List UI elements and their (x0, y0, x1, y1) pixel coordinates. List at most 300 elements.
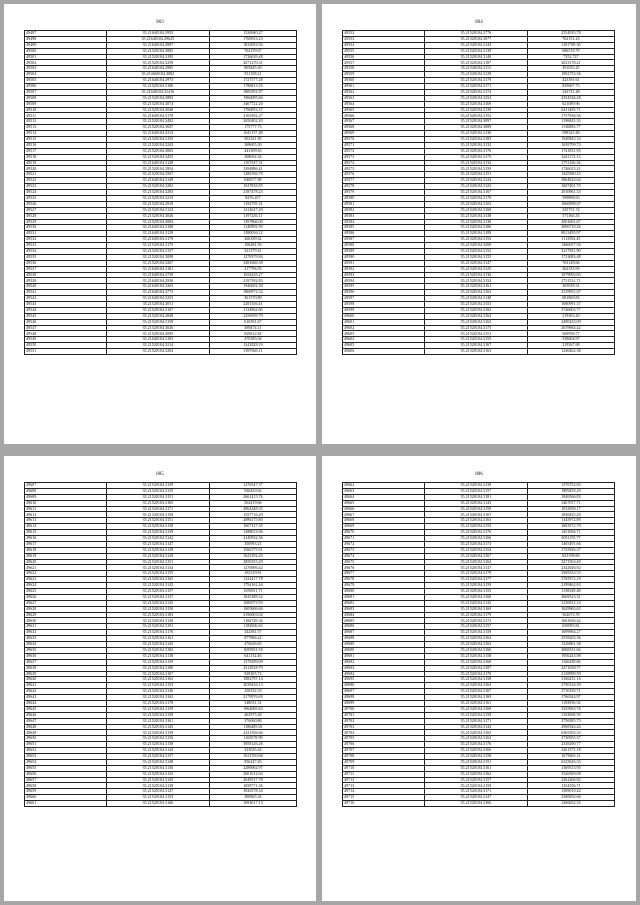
coordinate-cell: 35.21520104.3177 (424, 577, 527, 583)
record-id-cell: 49561 (343, 84, 425, 90)
coordinate-cell: 35.21640104.3128 (106, 160, 209, 166)
coordinate-cell: 35.21520104.3130 (106, 618, 209, 624)
record-id-cell: 49575 (343, 166, 425, 172)
value-cell: 1956243.98 (527, 653, 614, 659)
coordinate-cell: 35.21520104.3167 (424, 512, 527, 518)
record-id-cell: 49678 (343, 577, 425, 583)
record-id-cell: 49539 (25, 278, 107, 284)
coordinate-cell: 35.21520104.3163 (424, 642, 527, 648)
record-id-cell: 49616 (25, 536, 107, 542)
value-cell: 1757936.56 (527, 113, 614, 119)
record-id-cell: 49693 (343, 665, 425, 671)
record-id-cell: 49676 (343, 565, 425, 571)
coordinate-cell: 35.21520104.3167 (424, 190, 527, 196)
record-id-cell: 49576 (343, 172, 425, 178)
value-cell: 1902753.36 (527, 72, 614, 78)
coordinate-cell: 35.21520104.3175 (424, 154, 527, 160)
value-cell: 2750124.39 (527, 683, 614, 689)
coordinate-cell: 35.21520104.3151 (424, 331, 527, 337)
coordinate-cell: 35.21640104.3129 (106, 231, 209, 237)
record-id-cell: 49579 (343, 190, 425, 196)
value-cell: 1380016.12 (209, 231, 296, 237)
value-cell: 266339.32 (209, 237, 296, 243)
value-cell: 2071270.31 (209, 60, 296, 66)
record-id-cell: 49667 (343, 512, 425, 518)
value-cell: 6325626.33 (527, 759, 614, 765)
coordinate-cell: 35.21520104.3169 (424, 706, 527, 712)
coordinate-cell: 35.21520104.2776 (424, 31, 527, 37)
record-id-cell: 49700 (343, 706, 425, 712)
record-id-cell: 49530 (25, 225, 107, 231)
value-cell: 2068331.66 (527, 647, 614, 653)
coordinate-cell: 35.21520104.3214 (106, 343, 209, 349)
value-cell: 1663636.42 (527, 618, 614, 624)
record-id-cell: 49578 (343, 184, 425, 190)
value-cell: 2968326.44 (527, 724, 614, 730)
record-id-cell: 49585 (343, 225, 425, 231)
coordinate-cell: 35.21520104.3139 (106, 483, 209, 489)
coordinate-cell: 35.21520104.3115 (424, 66, 527, 72)
value-cell: 217796.55 (209, 266, 296, 272)
value-cell: 1526940.27 (209, 31, 296, 37)
value-cell: 1786813.35 (209, 84, 296, 90)
record-id-cell: 49525 (25, 195, 107, 201)
value-cell: 2338290.77 (527, 742, 614, 748)
coordinate-cell: 35.21520104.3098 (106, 254, 209, 260)
value-cell: 441509.63 (209, 148, 296, 154)
coordinate-cell: 35.21520104.3178 (106, 700, 209, 706)
record-id-cell: 49656 (25, 771, 107, 777)
value-cell: 569958.77 (527, 331, 614, 337)
value-cell: 391033.25 (527, 66, 614, 72)
value-cell: 3746603.77 (527, 307, 614, 313)
coordinate-cell: 35.21520104.3163 (424, 518, 527, 524)
record-id-cell: 49663 (343, 488, 425, 494)
value-cell: 1192795.31 (209, 201, 296, 207)
value-cell: 2366652.35 (527, 801, 614, 807)
coordinate-cell: 35.21520104.3155 (424, 337, 527, 343)
value-cell: 2029416.13 (209, 683, 296, 689)
record-id-cell: 49549 (25, 337, 107, 343)
record-id-cell: 49670 (343, 530, 425, 536)
coordinate-cell: 35.21520104.3128 (106, 553, 209, 559)
record-id-cell: 49681 (343, 594, 425, 600)
value-cell: 1845388.32 (209, 594, 296, 600)
record-id-cell: 49522 (25, 178, 107, 184)
value-cell: 1276547.37 (209, 483, 296, 489)
record-id-cell: 49628 (25, 606, 107, 612)
record-id-cell: 49685 (343, 618, 425, 624)
coordinate-cell: 35.21520104.3204 (106, 349, 209, 355)
coordinate-cell: 35.21520104.3157 (106, 589, 209, 595)
coordinate-cell: 35.21520104.3046 (106, 107, 209, 113)
record-id-cell: 49501 (25, 54, 107, 60)
record-id-cell: 49624 (25, 583, 107, 589)
coordinate-cell: 35.21520104.3169 (424, 606, 527, 612)
value-cell: 2196003.02 (209, 612, 296, 618)
coordinate-cell: 35.21520104.3145 (106, 777, 209, 783)
coordinate-cell: 35.21520104.3179 (424, 612, 527, 618)
coordinate-cell: 35.21520104.3158 (424, 753, 527, 759)
value-cell: 1885591.87 (209, 89, 296, 95)
coordinate-cell: 35.21520104.3159 (424, 630, 527, 636)
coordinate-cell: 35.21520104.3147 (424, 260, 527, 266)
record-id-cell: 49609 (25, 494, 107, 500)
record-id-cell: 49573 (343, 154, 425, 160)
record-id-cell: 49601 (343, 319, 425, 325)
value-cell: 1569010.42 (527, 789, 614, 795)
value-cell: 1706913.23 (209, 36, 296, 42)
value-cell: 2165592.27 (209, 113, 296, 119)
record-id-cell: 49550 (25, 343, 107, 349)
record-id-cell: 49701 (343, 712, 425, 718)
coordinate-cell: 35.21520104.3077 (424, 36, 527, 42)
value-cell: 1725926.37 (527, 547, 614, 553)
value-cell: 1136883.77 (527, 125, 614, 131)
coordinate-cell: 35.21520104.3158 (424, 653, 527, 659)
coordinate-cell: 35.21640104.2955 (106, 31, 209, 37)
value-cell: 1466037.56 (527, 243, 614, 249)
record-id-cell: 49514 (25, 131, 107, 137)
record-id-cell: 49505 (25, 78, 107, 84)
coordinate-cell: 35.21520104.3167 (424, 553, 527, 559)
value-cell: 2650402.20 (209, 119, 296, 125)
coordinate-cell: 35.21520104.2883 (106, 95, 209, 101)
value-cell: 2086175.80 (209, 518, 296, 524)
value-cell: 3166231.16 (527, 677, 614, 683)
coordinate-cell: 35.21520104.3144 (106, 748, 209, 754)
record-id-cell: 49511 (25, 113, 107, 119)
record-id-cell: 49714 (343, 789, 425, 795)
value-cell: 564419.66 (209, 500, 296, 506)
record-id-cell: 49621 (25, 565, 107, 571)
coordinate-cell: 35.21520104.3151 (106, 518, 209, 524)
value-cell: 1158349.48 (527, 589, 614, 595)
coordinate-cell: 35.21520104.3243 (106, 142, 209, 148)
record-id-cell: 49618 (25, 547, 107, 553)
value-cell: 1578299.09 (209, 659, 296, 665)
coordinate-cell: 35.21520104.3166 (424, 536, 527, 542)
record-id-cell: 49517 (25, 148, 107, 154)
record-id-cell: 49687 (343, 630, 425, 636)
record-id-cell: 49629 (25, 612, 107, 618)
value-cell: 219363.20 (527, 313, 614, 319)
value-cell: 368605.30 (209, 142, 296, 148)
record-id-cell: 49544 (25, 307, 107, 313)
coordinate-cell: 35.21520104.3102 (424, 201, 527, 207)
value-cell: 3926578.34 (209, 789, 296, 795)
record-id-cell: 49631 (25, 624, 107, 630)
coordinate-cell: 35.21520104.3182 (106, 647, 209, 653)
value-cell: 476626.65 (209, 642, 296, 648)
record-id-cell: 49658 (25, 783, 107, 789)
value-cell: 1465491.66 (527, 541, 614, 547)
coordinate-cell: 35.21520104.3074 (106, 101, 209, 107)
coordinate-cell: 35.21520104.3183 (424, 137, 527, 143)
coordinate-cell: 35.21520104.3170 (424, 195, 527, 201)
coordinate-cell: 35.21520104.3283 (106, 190, 209, 196)
value-cell: 6365393.33 (527, 730, 614, 736)
value-cell: 1186485.61 (209, 724, 296, 730)
coordinate-cell: 35.21520104.3132 (424, 160, 527, 166)
record-id-cell: 49557 (343, 60, 425, 66)
record-id-cell: 49520 (25, 166, 107, 172)
value-cell: 3217811.90 (527, 248, 614, 254)
coordinate-cell: 35.21520104.3155 (424, 589, 527, 595)
value-cell: 343741.48 (527, 89, 614, 95)
coordinate-cell: 35.21520104.3187 (424, 665, 527, 671)
record-id-cell: 49583 (343, 213, 425, 219)
record-id-cell: 49547 (25, 325, 107, 331)
coordinate-cell: 35.21520104.3150 (106, 606, 209, 612)
value-cell: 7352.727 (527, 54, 614, 60)
value-cell: 1605606.66 (209, 606, 296, 612)
record-id-cell: 49566 (343, 113, 425, 119)
record-id-cell: 49689 (343, 642, 425, 648)
value-cell: 219567.68 (527, 343, 614, 349)
value-cell: 2342926.92 (527, 565, 614, 571)
record-id-cell: 49558 (343, 66, 425, 72)
record-id-cell: 49597 (343, 296, 425, 302)
coordinate-cell: 35.21520104.3172 (424, 618, 527, 624)
value-cell: 1686973.93 (209, 600, 296, 606)
record-id-cell: 49660 (25, 795, 107, 801)
value-cell: 2354526.28 (527, 95, 614, 101)
coordinate-cell: 35.21520104.3165 (106, 500, 209, 506)
record-id-cell: 49627 (25, 600, 107, 606)
coordinate-cell: 35.21520104.3162 (106, 695, 209, 701)
record-id-cell: 49679 (343, 583, 425, 589)
value-cell: 6231495.71 (527, 107, 614, 113)
value-cell: 1809459.29 (527, 488, 614, 494)
value-cell: 696519.79 (527, 48, 614, 54)
record-id-cell: 49510 (25, 107, 107, 113)
value-cell: 1623192.20 (209, 553, 296, 559)
record-id-cell: 49694 (343, 671, 425, 677)
value-cell: 829667.73 (527, 84, 614, 90)
value-cell: 823198.69 (527, 553, 614, 559)
record-id-cell: 49574 (343, 160, 425, 166)
coordinate-cell: 35.21520104.3567 (106, 172, 209, 178)
coordinate-cell: 35.21520104.3173 (424, 541, 527, 547)
value-cell: 8276.457 (209, 195, 296, 201)
value-cell: 2731531.71 (527, 278, 614, 284)
value-cell: 2197392.83 (209, 278, 296, 284)
record-id-cell: 49641 (25, 683, 107, 689)
coordinate-cell: 35.21520104.3154 (424, 278, 527, 284)
coordinate-cell: 35.21520104.3139 (106, 530, 209, 536)
record-id-cell: 49632 (25, 630, 107, 636)
value-cell: 1397665.11 (209, 349, 296, 355)
document-page-803 (4, 4, 316, 444)
value-cell: 1079993.83 (527, 272, 614, 278)
record-id-cell: 49607 (25, 483, 107, 489)
value-cell: 1660098.07 (527, 201, 614, 207)
coordinate-cell: 35.21520104.3267 (106, 260, 209, 266)
table-row (25, 801, 297, 807)
value-cell: 389474.11 (209, 325, 296, 331)
coordinate-cell: 35.21520104.3153 (424, 237, 527, 243)
value-cell: 1629965.63 (527, 606, 614, 612)
record-id-cell: 49515 (25, 137, 107, 143)
coordinate-cell: 35.21520104.3186 (424, 225, 527, 231)
coordinate-cell: 35.21520104.3191 (106, 624, 209, 630)
coordinate-cell: 35.21520104.3171 (424, 718, 527, 724)
coordinate-cell: 35.21520104.3129 (424, 72, 527, 78)
value-cell: 1163068.59 (527, 712, 614, 718)
value-cell: 641132.46 (209, 653, 296, 659)
coordinate-cell: 35.21520104.3163 (424, 683, 527, 689)
value-cell: 1658799.73 (527, 142, 614, 148)
coordinate-cell: 35.21520104.3134 (106, 565, 209, 571)
coordinate-cell: 35.21520104.3189 (424, 231, 527, 237)
record-id-cell: 49605 (343, 343, 425, 349)
value-cell: 321379.41 (209, 248, 296, 254)
coordinate-cell: 35.21520104.3157 (424, 777, 527, 783)
record-id-cell: 49637 (25, 659, 107, 665)
coordinate-cell: 35.21520104.3162 (424, 771, 527, 777)
coordinate-cell: 35.21520104.3143 (106, 583, 209, 589)
value-cell: 548031.31 (209, 700, 296, 706)
record-id-cell: 49581 (343, 201, 425, 207)
coordinate-cell: 35.21520104.3213 (106, 195, 209, 201)
coordinate-cell: 35.21520104.3123 (424, 184, 527, 190)
table-body (25, 483, 297, 807)
record-id-cell: 49657 (25, 777, 107, 783)
coordinate-cell: 35.21520104.3143 (424, 500, 527, 506)
value-cell: 3710339.71 (527, 689, 614, 695)
document-page-806 (322, 456, 636, 901)
value-cell: 1451094.71 (527, 530, 614, 536)
coordinate-cell: 35.21520104.3137 (424, 565, 527, 571)
coordinate-cell: 35.21520104.3047 (106, 125, 209, 131)
value-cell: 1032958.17 (527, 506, 614, 512)
coordinate-cell: 35.21640104.31416 (106, 89, 209, 95)
value-cell: 2001661.67 (527, 219, 614, 225)
coordinate-cell: 35.21640104.2985 (106, 66, 209, 72)
coordinate-cell: 35.21520104.3139 (106, 547, 209, 553)
value-cell: 2471658.77 (527, 665, 614, 671)
value-cell: 502321.85 (209, 137, 296, 143)
record-id-cell: 49647 (25, 718, 107, 724)
record-id-cell: 49703 (343, 724, 425, 730)
coordinate-cell: 35.21520104.3160 (424, 659, 527, 665)
value-cell: 2306854.66 (527, 795, 614, 801)
coordinate-cell: 35.21520104.3183 (106, 612, 209, 618)
value-cell: 1376752.65 (527, 483, 614, 489)
coordinate-cell: 35.21520104.3164 (424, 559, 527, 565)
value-cell: 2281356.41 (209, 301, 296, 307)
value-cell: 1846566.83 (527, 494, 614, 500)
value-cell: 1946692.30 (209, 284, 296, 290)
record-id-cell: 49598 (343, 301, 425, 307)
value-cell: 1603572.79 (527, 524, 614, 530)
value-cell: 1226861.38 (527, 642, 614, 648)
value-cell: 551358.21 (209, 72, 296, 78)
coordinate-cell: 35.21520104.3161 (424, 765, 527, 771)
record-id-cell: 49608 (25, 488, 107, 494)
value-cell: 616591.67 (209, 319, 296, 325)
record-id-cell: 49635 (25, 647, 107, 653)
record-id-cell: 49528 (25, 213, 107, 219)
coordinate-cell: 35.21520104.3147 (106, 541, 209, 547)
record-id-cell: 49623 (25, 577, 107, 583)
value-cell: 3481666.38 (209, 260, 296, 266)
coordinate-cell: 35.21520104.3176 (424, 530, 527, 536)
coordinate-cell: 35.21520104.3157 (106, 248, 209, 254)
record-id-cell: 49512 (25, 119, 107, 125)
coordinate-cell: 35.21520104.3130 (424, 131, 527, 137)
record-id-cell: 49661 (25, 801, 107, 807)
value-cell: 1167547.31 (209, 160, 296, 166)
page-number: 805 (156, 472, 164, 477)
record-id-cell: 49513 (25, 125, 107, 131)
coordinate-cell: 35.21520104.3136 (106, 765, 209, 771)
value-cell: 1166458.66 (527, 659, 614, 665)
record-id-cell: 49507 (25, 89, 107, 95)
value-cell: 3006710.26 (527, 225, 614, 231)
page-number: 803 (156, 20, 164, 25)
value-cell: 1113592.45 (527, 237, 614, 243)
coordinate-cell: 35.21520104.3159 (424, 783, 527, 789)
coordinate-cell: 35.21520104.3147 (424, 795, 527, 801)
value-cell: 2490233.09 (527, 319, 614, 325)
coordinate-cell: 35.21640104.3263 (106, 284, 209, 290)
value-cell: 598325.48 (527, 131, 614, 137)
value-cell: 928305.72 (209, 671, 296, 677)
record-id-cell: 49563 (343, 95, 425, 101)
value-cell: 2128999.59 (527, 671, 614, 677)
record-id-cell: 49604 (343, 337, 425, 343)
record-id-cell: 49613 (25, 518, 107, 524)
coordinate-cell: 35.21640104.3253 (106, 296, 209, 302)
value-cell: 829612.82 (209, 331, 296, 337)
coordinate-cell: 35.21520104.3167 (106, 307, 209, 313)
coordinate-cell: 35.21520104.3158 (424, 712, 527, 718)
coordinate-cell: 35.21520104.3140 (424, 54, 527, 60)
coordinate-cell: 35.21520104.3095 (106, 331, 209, 337)
table-row (343, 801, 615, 807)
coordinate-cell: 35.21520104.3139 (424, 483, 527, 489)
value-cell: 1369513.95 (527, 765, 614, 771)
coordinate-cell: 35.21640104.3103 (106, 337, 209, 343)
coordinate-cell: 35.21520104.3163 (424, 319, 527, 325)
coordinate-cell: 35.21640104.29625 (106, 36, 209, 42)
coordinate-cell: 35.21520104.3138 (106, 783, 209, 789)
record-id-cell: 49622 (25, 571, 107, 577)
coordinate-cell: 35.21520104.3155 (424, 254, 527, 260)
record-id-cell: 49531 (25, 231, 107, 237)
value-cell: 762151.23 (527, 36, 614, 42)
record-id-cell: 49651 (25, 742, 107, 748)
coordinate-cell: 35.21520104.3259 (106, 60, 209, 66)
coordinate-cell: 35.21520104.3153 (106, 683, 209, 689)
coordinate-cell: 35.21520104.3176 (424, 742, 527, 748)
record-id-cell: 49655 (25, 765, 107, 771)
record-id-cell: 49499 (25, 42, 107, 48)
value-cell: 3958126.26 (209, 742, 296, 748)
value-cell: 323035.44 (209, 748, 296, 754)
value-cell: 542581.57 (209, 630, 296, 636)
record-id-cell: 49543 (25, 301, 107, 307)
record-id-cell: 49633 (25, 636, 107, 642)
value-cell: 3394886.41 (209, 166, 296, 172)
record-id-cell: 49555 (343, 48, 425, 54)
value-cell: 470385.04 (209, 337, 296, 343)
value-cell: 308654.34 (209, 154, 296, 160)
record-id-cell: 49646 (25, 712, 107, 718)
coordinate-cell: 35.21520104.3156 (106, 736, 209, 742)
